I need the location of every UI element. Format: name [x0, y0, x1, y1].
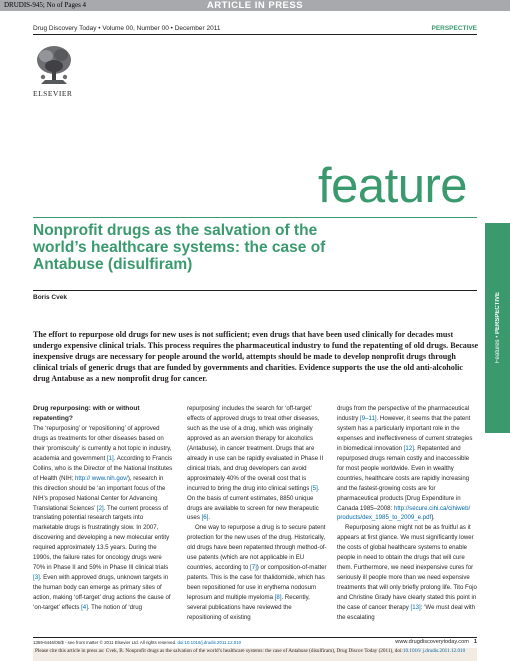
doi-link[interactable]: 10.1016/ j.drudis.2011.12.010	[402, 648, 466, 654]
citation-link[interactable]: [8]	[274, 594, 282, 602]
body-column-1	[33, 404, 173, 613]
publisher-name: ELSEVIER	[33, 89, 73, 98]
paragraph: One way to repurpose a drug is to secure patent protection for the new uses of the drug. Historically, old drugs have been repatented through method-of-use patents (which are not applicable in EU countries, according to [7]) or composition-of-matter patents. This is the case for thalidomide, which has been repositioned for use in erythema nodosum leprosum and multiple myeloma [8]. Recently, several publications have reviewed the repositioning of existing	[187, 524, 327, 622]
section-heading: Drug repurposing: with or without repatenting?	[33, 405, 140, 422]
citation-link[interactable]: [2]	[96, 504, 104, 512]
paragraph: repurposing’ includes the search for ‘off-target’ effects of approved drugs to treat other diseases, such as the use of a drug, which was originally approved as an aversion therapy for alcoholics (Antabuse), in cancer treatment. Drugs that are already in use can be rapidly evaluated in Phase II clinical trials, and drug developers can avoid approximately 40% of the overall cost that is incurred to bring the drug into clinical settings [5]. On the basis of current estimates, 8850 unique drugs are available to screen for new therapeutic uses [6].	[187, 405, 324, 522]
elsevier-tree-logo	[33, 44, 75, 88]
header-rule	[33, 34, 477, 35]
footer-rule	[33, 637, 477, 638]
citation-link[interactable]: [12]	[403, 444, 414, 452]
paragraph: The ‘repurposing’ or ‘repositioning’ of approved drugs as treatments for other diseases based on their ‘promiscuity’ is currently a hot topic in industry, academia and government [1]. According to Francis Collins, who is the Director of the National Institutes of Health (NIH; http:// www.nih.gov/), research in this direction should be ‘an important focus of the NIH’s proposed National Center for Advancing Translational Sciences’ [2]. The current process of translating potential research targets into marketable drugs is frustratingly slow. In 2007, discovering and developing a new molecular entity required approximately 13.5 years. During the 1990s, the failure rates for oncology drugs were 70% in Phase II and 59% in Phase III clinical trials [3]. Even with approved drugs, unknown targets in the human body can emerge as primary sites of action, making ‘off-target’ drug actions the cause of ‘on-target’ effects [4]. The notion of ‘drug	[33, 424, 173, 612]
citation-link[interactable]: [7]	[250, 564, 257, 572]
manuscript-ref: DRUDIS-945; No of Pages 4	[4, 1, 87, 9]
author-name: Boris Cvek	[33, 294, 67, 301]
journal-website[interactable]: www.drugdiscoverytoday.com	[395, 639, 469, 645]
citation-link[interactable]: [3]	[33, 574, 40, 582]
page-number: 1	[473, 639, 477, 645]
url-link[interactable]: http:// www.nih.gov/	[75, 474, 128, 482]
body-column-3	[337, 404, 477, 623]
feature-heading: feature	[318, 159, 468, 213]
citation-link[interactable]: [1]	[106, 454, 114, 462]
copyright-line: 1359-6446/06/$ - see front matter © 2011 Elsevier Ltd. All rights reserved. doi:10.1016/j.drudis.2011.12.010	[33, 640, 242, 645]
paragraph: Repurposing alone might not be as fruitful as it appears at first glance. We must significantly lower the costs of global healthcare systems to enable people in need to obtain the drugs that will cure them. Furthermore, we need inexpensive cures for seriously ill people more than we need expensive treatments that will only briefly prolong life. Tito Fojo and Christine Grady have clearly stated this point in the case of cancer therapy [13]: ‘We must deal with the escalating	[337, 524, 477, 622]
feature-rule	[33, 217, 477, 218]
citation-box: Please cite this article in press as: Cvek, B. Nonprofit drugs as the salvation of the world’s healthcare systems: the case of Antabuse (disulfiram), Drug Discov Today (2011), doi:10.1016/ j.drudis.2011.12.010	[33, 648, 477, 661]
paragraph: drugs from the perspective of the pharmaceutical industry [9–11]. However, it seems that the patent system has a particularly important role in the expenses and ineffectiveness of current strategies in biomedical innovation [12]. Repatented and repurposed drugs remain costly and inaccessible for most people worldwide. Even in wealthy countries, healthcare costs are rapidly increasing and the fastest-growing costs are for pharmaceutical products [Drug Expenditure in Canada 1985–2008: http://secure.cihi.ca/cihiweb/ products/dex_1985_to_2009_e.pdf].	[337, 405, 473, 522]
article-title: Nonprofit drugs as the salvation of the world’s healthcare systems: the case of Antabuse (disulfiram)	[33, 222, 326, 273]
article-in-press-label: ARTICLE IN PRESS	[206, 0, 304, 11]
citation-link[interactable]: [4]	[81, 604, 88, 612]
footer-right	[395, 639, 477, 645]
abstract: The effort to repurpose old drugs for new uses is not sufficient; even drugs that have been used clinically for decades must undergo expensive clinical trials. This process requires the pharmaceutical industry to fund the repatenting of old drugs. Because inexpensive drugs are necessary for people around the world, attempts should be made to develop nonprofit drugs through clinical trials of generic drugs that are funded by governments and charities. Evidence supports the use the old anti-alcoholic drug Antabuse as a new nonprofit drug for cancer.	[33, 330, 479, 383]
citation-link[interactable]: [13]	[410, 604, 421, 612]
body-column-2	[187, 404, 327, 623]
author-rule	[33, 290, 477, 291]
citation-link[interactable]: [6]	[201, 514, 209, 522]
doi-link[interactable]: doi:10.1016/j.drudis.2011.12.010	[177, 640, 242, 645]
citation-link[interactable]: [5]	[310, 484, 318, 492]
url-link[interactable]: http://secure.cihi.ca/cihiweb/ products/dex_1985_to_2009_e.pdf	[337, 504, 471, 522]
section-label: PERSPECTIVE	[431, 25, 477, 32]
citation-link[interactable]: [9–11]	[360, 414, 377, 422]
side-tab-label: Features • PERSPECTIVE	[494, 292, 501, 364]
journal-running-head: Drug Discovery Today • Volume 00, Number 00 • December 2011	[33, 25, 221, 32]
